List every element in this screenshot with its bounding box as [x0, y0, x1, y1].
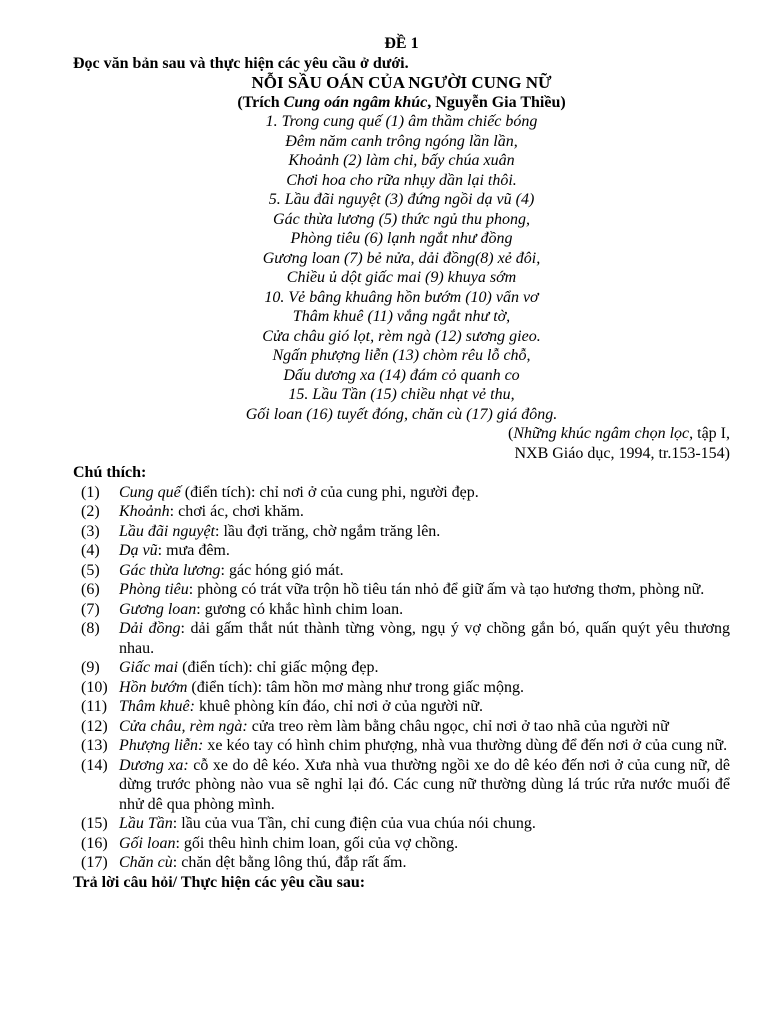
note-text — [119, 522, 730, 542]
note-number: (15) — [81, 815, 108, 832]
note-term: Hồn bướm — [119, 678, 188, 696]
note-number: (6) — [81, 581, 100, 598]
note-definition: : dải gấm thắt nút thành từng vòng, ngụ ý vợ chồng gắn bó, quấn quýt yêu thương nhau. — [119, 620, 731, 657]
poem-line: Cửa châu gió lọt, rèm ngà (12) sương gieo. — [262, 327, 541, 345]
note-text — [119, 834, 730, 854]
note-definition: : gương có khắc hình chim loan. — [196, 600, 404, 618]
note-term: Chăn cù — [119, 854, 173, 871]
note-text — [119, 502, 730, 522]
note-item — [73, 522, 730, 542]
note-number: (8) — [81, 620, 100, 637]
poem-line: Gác thừa lương (5) thức ngủ thu phong, — [273, 210, 530, 228]
note-item — [73, 814, 730, 834]
poem-line: Dấu dương xa (14) đám cỏ quanh co — [283, 366, 520, 384]
note-definition: (điển tích): tâm hồn mơ màng như trong giấc mộng. — [191, 678, 524, 696]
note-term: Thâm khuê: — [119, 698, 195, 715]
note-number: (5) — [81, 561, 100, 579]
poem-line: Ngấn phượng liễn (13) chòm rêu lỗ chỗ, — [272, 347, 531, 364]
notes-list — [73, 483, 730, 873]
note-term: Gương loan — [119, 600, 197, 618]
note-term: Dải đồng — [119, 620, 181, 637]
source-line-1 — [73, 424, 730, 444]
note-item — [73, 619, 730, 658]
note-item — [73, 580, 730, 600]
note-item — [73, 756, 730, 815]
note-number: (3) — [81, 522, 100, 540]
note-definition: : gối thêu hình chim loan, gối của vợ chồng. — [175, 834, 459, 852]
source-open: ( — [507, 425, 514, 442]
note-number: (13) — [81, 737, 108, 754]
note-text — [119, 541, 730, 561]
poem-line: Chiều ủ dột giấc mai (9) khuya sớm — [286, 269, 517, 286]
note-number: (11) — [81, 698, 108, 715]
note-text — [119, 658, 730, 678]
note-text — [119, 756, 730, 815]
note-text — [119, 814, 730, 834]
note-definition: (điển tích): chỉ nơi ở của cung phi, người đẹp. — [184, 483, 479, 501]
notes-heading: Chú thích: — [73, 464, 147, 481]
note-definition: : gác hóng gió mát. — [220, 561, 344, 579]
source-line-2: NXB Giáo dục, 1994, tr.153-154) — [514, 444, 730, 462]
note-term: Cửa châu, rèm ngà: — [119, 717, 248, 735]
note-item — [73, 483, 730, 503]
note-item — [73, 678, 730, 698]
poem-line: 5. Lầu đãi nguyệt (3) đứng ngồi dạ vũ (4) — [268, 191, 535, 208]
note-term: Gối loan — [119, 834, 176, 852]
note-number: (12) — [81, 717, 108, 735]
note-item — [73, 853, 730, 873]
note-text — [119, 736, 730, 756]
poem-line: Thâm khuê (11) vắng ngắt như tờ, — [292, 308, 511, 325]
note-item — [73, 502, 730, 522]
subtitle-work: Cung oán ngâm khúc — [283, 93, 428, 111]
subtitle-post: , Nguyễn Gia Thiều) — [427, 93, 566, 111]
note-number: (14) — [81, 756, 108, 774]
note-definition: : mưa đêm. — [157, 542, 230, 559]
questions-heading: Trả lời câu hỏi/ Thực hiện các yêu cầu sau: — [73, 873, 366, 891]
note-text — [119, 717, 730, 737]
note-term: Giấc mai — [119, 659, 179, 676]
note-term: Lầu Tần — [119, 815, 173, 832]
note-number: (4) — [81, 542, 100, 559]
poem-line: Đêm năm canh trông ngóng lần lần, — [285, 132, 518, 150]
note-number: (9) — [81, 659, 100, 676]
poem-body — [73, 112, 730, 424]
instruction: Đọc văn bản sau và thực hiện các yêu cầu ở dưới. — [73, 54, 409, 72]
poem-line: Phòng tiêu (6) lạnh ngắt như đồng — [290, 230, 513, 247]
note-term: Gác thừa lương — [119, 561, 221, 579]
note-definition: : phòng có trát vữa trộn hồ tiêu tán nhỏ để giữ ấm và tạo hương thơm, phòng nữ. — [188, 581, 705, 598]
note-item — [73, 697, 730, 717]
note-item — [73, 834, 730, 854]
source-volume: , tập I, — [689, 425, 730, 442]
note-definition: khuê phòng kín đáo, chỉ nơi ở của người nữ. — [198, 698, 483, 715]
note-term: Dương xa: — [119, 756, 189, 774]
note-definition: : lầu của vua Tần, chỉ cung điện của vua chúa nói chung. — [172, 815, 536, 832]
note-term: Khoảnh — [119, 503, 170, 520]
note-term: Dạ vũ — [119, 542, 158, 559]
note-number: (17) — [81, 854, 108, 871]
note-text — [119, 678, 730, 698]
source-citation — [73, 424, 730, 463]
subtitle-pre: (Trích — [237, 93, 284, 111]
note-definition: (điển tích): chỉ giấc mộng đẹp. — [182, 659, 379, 676]
note-definition: cỗ xe do dê kéo. Xưa nhà vua thường ngồi xe do dê kéo đến nơi ở của cung nữ, dê dừng trước phòng nào vua sẽ nghỉ lại đó. Các cung nữ thường dùng lá trúc rửa nước muối để nhử dê qua phòng mình. — [119, 756, 731, 813]
poem-line: Chơi hoa cho rữa nhụy dần lại thôi. — [286, 171, 517, 189]
note-term: Lầu đãi nguyệt — [119, 522, 215, 540]
note-definition: xe kéo tay có hình chim phượng, nhà vua thường dùng để đến nơi ở của cung nữ. — [207, 737, 728, 754]
poem-line: Gối loan (16) tuyết đóng, chăn cù (17) giá đông. — [245, 405, 558, 423]
note-text — [119, 853, 730, 873]
note-number: (7) — [81, 600, 100, 618]
note-item — [73, 561, 730, 581]
note-text — [119, 561, 730, 581]
note-definition: : lầu đợi trăng, chờ ngắm trăng lên. — [215, 522, 441, 540]
exam-header: ĐỀ 1 — [384, 35, 419, 52]
note-item — [73, 658, 730, 678]
note-text — [119, 619, 730, 658]
note-text — [119, 580, 730, 600]
poem-line: 15. Lầu Tần (15) chiều nhạt vẻ thu, — [288, 386, 515, 403]
poem-subtitle — [73, 93, 730, 113]
note-term: Cung quế — [119, 483, 181, 501]
note-term: Phòng tiêu — [119, 581, 189, 598]
note-item — [73, 600, 730, 620]
note-number: (10) — [81, 678, 108, 696]
poem-line: 10. Vẻ bâng khuâng hồn bướm (10) vẩn vơ — [264, 288, 539, 306]
note-text — [119, 600, 730, 620]
note-item — [73, 736, 730, 756]
note-number: (16) — [81, 834, 108, 852]
note-text — [119, 697, 730, 717]
poem-title: NỖI SẦU OÁN CỦA NGƯỜI CUNG NỮ — [251, 73, 552, 92]
note-definition: : chơi ác, chơi khăm. — [169, 503, 304, 520]
poem-line: 1. Trong cung quế (1) âm thầm chiếc bóng — [265, 113, 538, 130]
poem-line: Gương loan (7) bẻ nửa, dải đồng(8) xẻ đôi, — [262, 249, 541, 267]
note-definition: : chăn dệt bằng lông thú, đắp rất ấm. — [172, 854, 407, 871]
note-term: Phượng liễn: — [119, 737, 204, 754]
note-text — [119, 483, 730, 503]
note-number: (2) — [81, 503, 100, 520]
note-number: (1) — [81, 483, 100, 501]
note-item — [73, 541, 730, 561]
note-definition: cửa treo rèm làm bằng châu ngọc, chỉ nơi ở tao nhã của người nữ — [251, 717, 669, 735]
source-book: Những khúc ngâm chọn lọc — [513, 425, 690, 442]
poem-line: Khoảnh (2) làm chi, bấy chúa xuân — [288, 152, 515, 169]
note-item — [73, 717, 730, 737]
